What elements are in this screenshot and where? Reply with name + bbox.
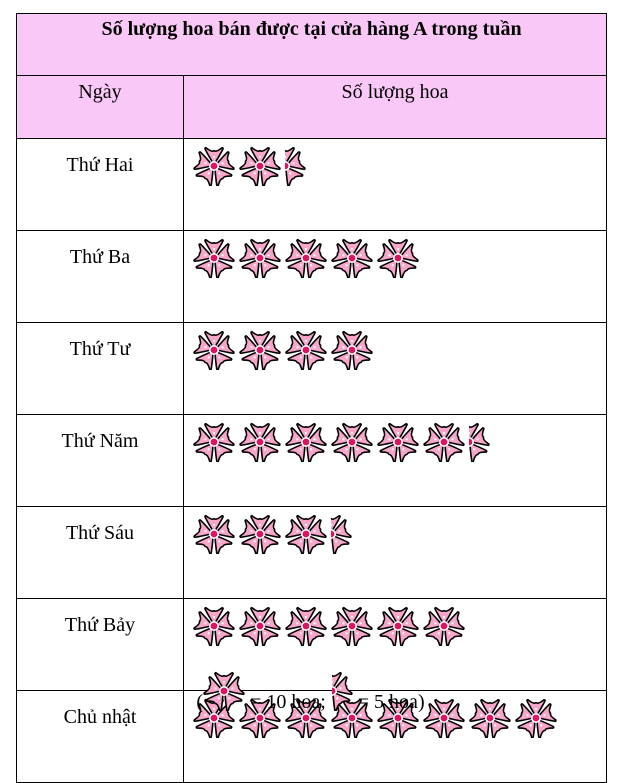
table-row bbox=[17, 231, 607, 323]
flower-icon bbox=[423, 604, 465, 646]
flower-icon bbox=[239, 604, 281, 646]
flower-icons-cell bbox=[184, 507, 607, 599]
flower-icon bbox=[193, 144, 235, 186]
legend-full-flower-icon bbox=[203, 669, 245, 711]
day-label: Thứ Hai bbox=[17, 139, 184, 231]
flower-icon bbox=[203, 669, 245, 711]
day-label: Thứ Tư bbox=[17, 323, 184, 415]
flower-icon bbox=[193, 512, 235, 554]
flower-icon bbox=[377, 236, 419, 278]
table-row bbox=[17, 323, 607, 415]
flower-icon bbox=[239, 236, 281, 278]
flower-icon bbox=[377, 420, 419, 462]
chart-title: Số lượng hoa bán được tại cửa hàng A trong tuần bbox=[17, 14, 607, 76]
flower-icon bbox=[239, 328, 281, 370]
flower-icon bbox=[331, 328, 373, 370]
day-label: Thứ Sáu bbox=[17, 507, 184, 599]
flower-icon bbox=[193, 236, 235, 278]
flower-icon bbox=[193, 420, 235, 462]
day-label: Thứ Năm bbox=[17, 415, 184, 507]
flower-icon bbox=[285, 604, 327, 646]
flower-icon bbox=[377, 604, 419, 646]
flower-icons-cell bbox=[184, 415, 607, 507]
flower-icon bbox=[285, 512, 327, 554]
legend-full-text: = 10 hoa; bbox=[245, 690, 326, 713]
flower-icons-cell bbox=[184, 231, 607, 323]
half-flower-icon bbox=[469, 420, 490, 462]
half-flower-icon bbox=[332, 669, 353, 711]
flower-icon bbox=[331, 420, 373, 462]
flower-icon bbox=[285, 328, 327, 370]
flower-icon bbox=[285, 236, 327, 278]
flower-icon bbox=[193, 328, 235, 370]
legend-half-text: = 5 hoa) bbox=[352, 690, 425, 713]
flower-icon bbox=[423, 420, 465, 462]
flower-icon bbox=[239, 420, 281, 462]
half-flower-icon bbox=[285, 144, 306, 186]
flower-icon bbox=[331, 604, 373, 646]
day-label: Thứ Bảy bbox=[17, 599, 184, 691]
flower-icon bbox=[331, 236, 373, 278]
legend-open-paren: ( bbox=[196, 690, 204, 713]
table-row bbox=[17, 415, 607, 507]
flower-icon bbox=[193, 604, 235, 646]
half-flower-icon bbox=[331, 512, 352, 554]
flower-icons-cell bbox=[184, 323, 607, 415]
legend-half-flower-icon bbox=[332, 669, 353, 711]
table-row bbox=[17, 507, 607, 599]
day-label: Thứ Ba bbox=[17, 231, 184, 323]
flower-icon bbox=[285, 420, 327, 462]
flower-icon bbox=[239, 144, 281, 186]
flower-icon bbox=[239, 512, 281, 554]
column-header-quantity: Số lượng hoa bbox=[184, 76, 607, 139]
flower-icons-cell bbox=[184, 139, 607, 231]
table-row bbox=[17, 139, 607, 231]
column-header-day: Ngày bbox=[17, 76, 184, 139]
day-label: Chủ nhật bbox=[17, 691, 184, 783]
legend bbox=[0, 668, 621, 726]
